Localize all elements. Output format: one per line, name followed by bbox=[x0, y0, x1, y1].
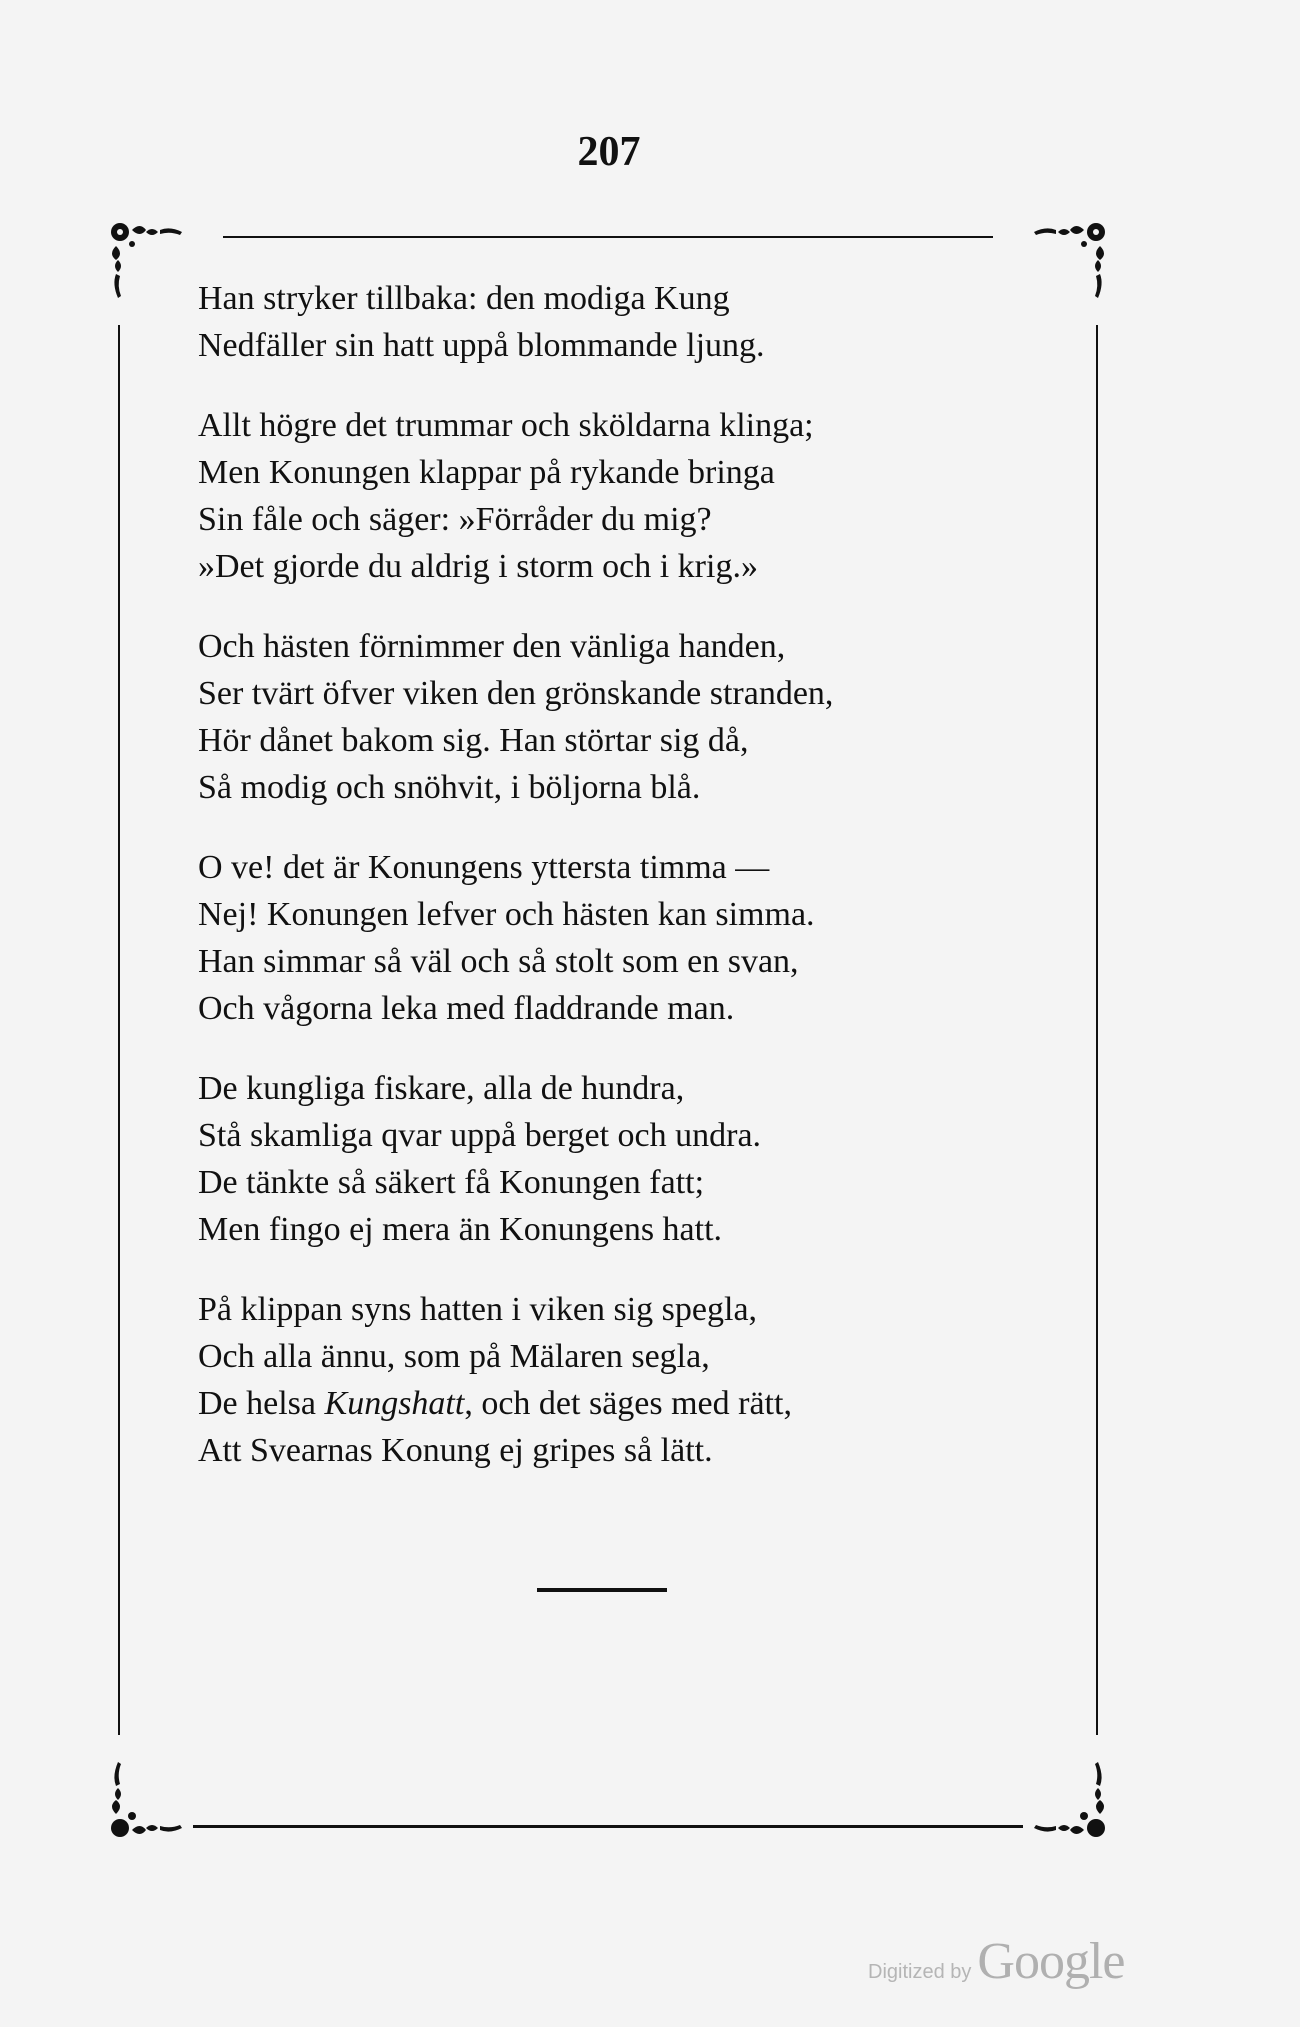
poem-line: »Det gjorde du aldrig i storm och i krig.» bbox=[198, 548, 758, 585]
poem-line: Så modig och snöhvit, i böljorna blå. bbox=[198, 769, 701, 806]
floral-corner-ornament-icon bbox=[1024, 216, 1114, 306]
digitized-watermark bbox=[868, 1932, 1124, 1991]
stanza-1 bbox=[198, 275, 998, 369]
poem-line: På klippan syns hatten i viken sig spegla, bbox=[198, 1291, 758, 1328]
stanza-5 bbox=[198, 1065, 998, 1253]
poem-line: O ve! det är Konungens yttersta timma — bbox=[198, 849, 770, 886]
floral-corner-ornament-icon bbox=[102, 1754, 192, 1844]
poem-line: Han stryker tillbaka: den modiga Kung bbox=[198, 280, 730, 317]
floral-corner-ornament-icon bbox=[102, 216, 192, 306]
poem-line: Hör dånet bakom sig. Han störtar sig då, bbox=[198, 722, 749, 759]
poem-line: Sin fåle och säger: »Förråder du mig? bbox=[198, 501, 712, 538]
poem-line: Och hästen förnimmer den vänliga handen, bbox=[198, 628, 786, 665]
poem-line: De tänkte så säkert få Konungen fatt; bbox=[198, 1164, 705, 1201]
poem-line: Men fingo ej mera än Konungens hatt. bbox=[198, 1211, 723, 1248]
poem-line: Ser tvärt öfver viken den grönskande stranden, bbox=[198, 675, 834, 712]
top-border-rule bbox=[223, 236, 993, 238]
poem-line: Och vågorna leka med fladdrande man. bbox=[198, 990, 735, 1027]
poem-line: Stå skamliga qvar uppå berget och undra. bbox=[198, 1117, 762, 1154]
stanza-3 bbox=[198, 623, 998, 811]
floral-corner-ornament-icon bbox=[1024, 1754, 1114, 1844]
poem-line-before: De helsa bbox=[198, 1385, 325, 1422]
google-logo: Google bbox=[977, 1933, 1125, 1990]
poem-line: Att Svearnas Konung ej gripes så lätt. bbox=[198, 1432, 713, 1469]
watermark-prefix: Digitized by bbox=[868, 1961, 972, 1983]
right-border-rule bbox=[1096, 325, 1098, 1735]
stanza-4 bbox=[198, 844, 998, 1032]
poem-line: Allt högre det trummar och sköldarna klinga; bbox=[198, 407, 814, 444]
stanza-6 bbox=[198, 1286, 998, 1474]
poem-line-after: , och det säges med rätt, bbox=[464, 1385, 792, 1422]
stanza-2 bbox=[198, 402, 998, 590]
bottom-border-rule bbox=[193, 1825, 1023, 1828]
poem-body bbox=[198, 275, 998, 1507]
poem-line-with-italic bbox=[198, 1380, 998, 1427]
poem-line: Han simmar så väl och så stolt som en svan, bbox=[198, 943, 799, 980]
left-border-rule bbox=[118, 325, 120, 1735]
poem-line: De kungliga fiskare, alla de hundra, bbox=[198, 1070, 685, 1107]
poem-line: Och alla ännu, som på Mälaren segla, bbox=[198, 1338, 710, 1375]
end-of-poem-rule bbox=[537, 1588, 667, 1592]
poem-line: Nej! Konungen lefver och hästen kan simma. bbox=[198, 896, 815, 933]
poem-line: Nedfäller sin hatt uppå blommande ljung. bbox=[198, 327, 765, 364]
italic-place-name: Kungshatt bbox=[324, 1385, 465, 1422]
page-number: 207 bbox=[577, 129, 641, 175]
poem-line: Men Konungen klappar på rykande bringa bbox=[198, 454, 775, 491]
